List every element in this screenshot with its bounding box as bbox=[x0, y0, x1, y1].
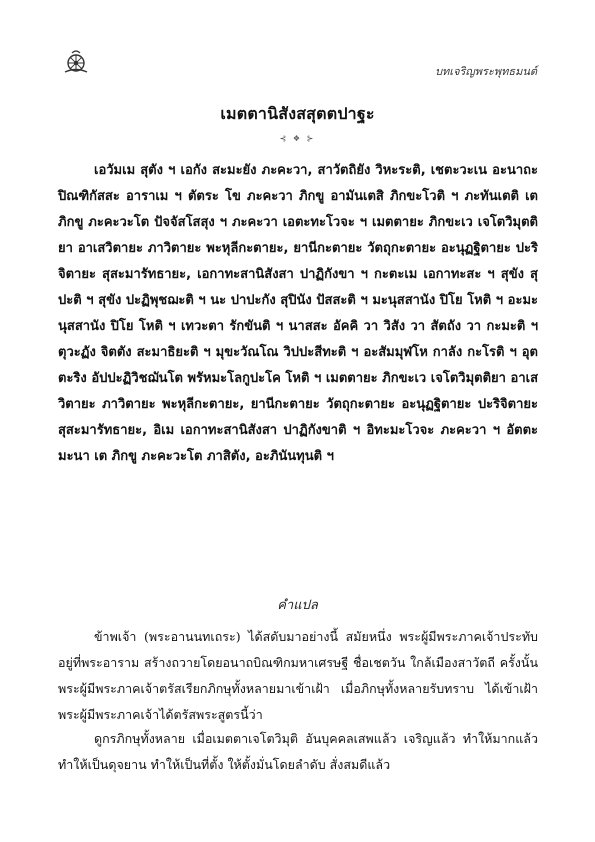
page-title: เมตตานิสังสสุตตปาฐะ bbox=[220, 104, 375, 123]
pali-chant-text: เอวัมเม สุตัง ฯ เอกัง สะมะยัง ภะคะวา, สาวัตถิยัง วิหะระติ, เชตะวะเน อะนาถะปิณฑิกัสสะ อาราเม ฯ ตัตระ โข ภะคะวา ภิกขู อามันเตสิ ภิกขะโวติ ฯ ภะทันเตติ เต ภิกขู ภะคะวะโต ปัจจัสโสสุง ฯ ภะคะวา เอตะทะโวจะ ฯ เมตตายะ ภิกขะเว เจโตวิมุตติยา อาเสวิตายะ ภาวิตายะ พะหุลีกะตายะ, ยานีกะตายะ วัตถุกะตายะ อะนุฏฐิตายะ ปะริจิตายะ สุสะมารัทธายะ, เอกาทะสานิสังสา ปาฏิกังขา ฯ กะตะเม เอกาทะสะ ฯ สุขัง สุปะติ ฯ สุขัง ปะฏิพุชฌะติ ฯ นะ ปาปะกัง สุปินัง ปัสสะติ ฯ มะนุสสานัง ปิโย โหติ ฯ อะมะนุสสานัง ปิโย โหติ ฯ เทวะตา รักขันติ ฯ นาสสะ อัคคิ วา วิสัง วา สัตถัง วา กะมะติ ฯ ตุวะฏัง จิตตัง สะมาธิยะติ ฯ มุขะวัณโณ วิปปะสีทะติ ฯ อะสัมมุฬโห กาลัง กะโรติ ฯ อุตตะริง อัปปะฏิวิชฌันโต พรัหมะโลกูปะโค โหติ ฯ เมตตายะ ภิกขะเว เจโตวิมุตติยา อาเสวิตายะ ภาวิตายะ พะหุลีกะตายะ, ยานีกะตายะ วัตถุกะตายะ อะนุฏฐิตายะ ปะริจิตายะ สุสะมารัทธายะ, อิเม เอกาทะสานิสังสา ปาฏิกังขาติ ฯ อิทะมะโวจะ ภะคะวา ฯ อัตตะมะนา เต ภิกขู ภะคะวะโต ภาสิตัง, อะภินันทุนติ ฯ bbox=[58, 163, 538, 464]
dharma-wheel-logo-icon bbox=[62, 48, 90, 76]
translation-heading: คำแปล bbox=[277, 598, 318, 613]
running-header: บทเจริญพระพุทธมนต์ bbox=[435, 65, 537, 78]
translation-paragraph: ข้าพเจ้า (พระอานนทเถระ) ได้สดับมาอย่างนี้ สมัยหนึ่ง พระผู้มีพระภาคเจ้าประทับอยู่ที่พระอาราม สร้างถวายโดยอนาถบิณฑิกมหาเศรษฐี ชื่อเชตวัน ใกล้เมืองสาวัตถี ครั้งนั้น พระผู้มีพระภาคเจ้าตรัสเรียกภิกษุทั้งหลายมาเข้าเฝ้า เมื่อภิกษุทั้งหลายรับทราบ ได้เข้าเฝ้า พระผู้มีพระภาคเจ้าได้ตรัสพระสูตรนี้ว่า bbox=[58, 629, 538, 722]
translation-paragraph: ดูกรภิกษุทั้งหลาย เมื่อเมตตาเจโตวิมุติ อันบุคคลเสพแล้ว เจริญแล้ว ทำให้มากแล้ว ทำให้เป็นดุจยาน ทำให้เป็นที่ตั้ง ให้ตั้งมั่นโดยลำดับ สั่งสมดีแล้ว bbox=[58, 731, 538, 772]
title-ornament-icon: ⊰ ❖ ⊱ bbox=[279, 134, 316, 143]
